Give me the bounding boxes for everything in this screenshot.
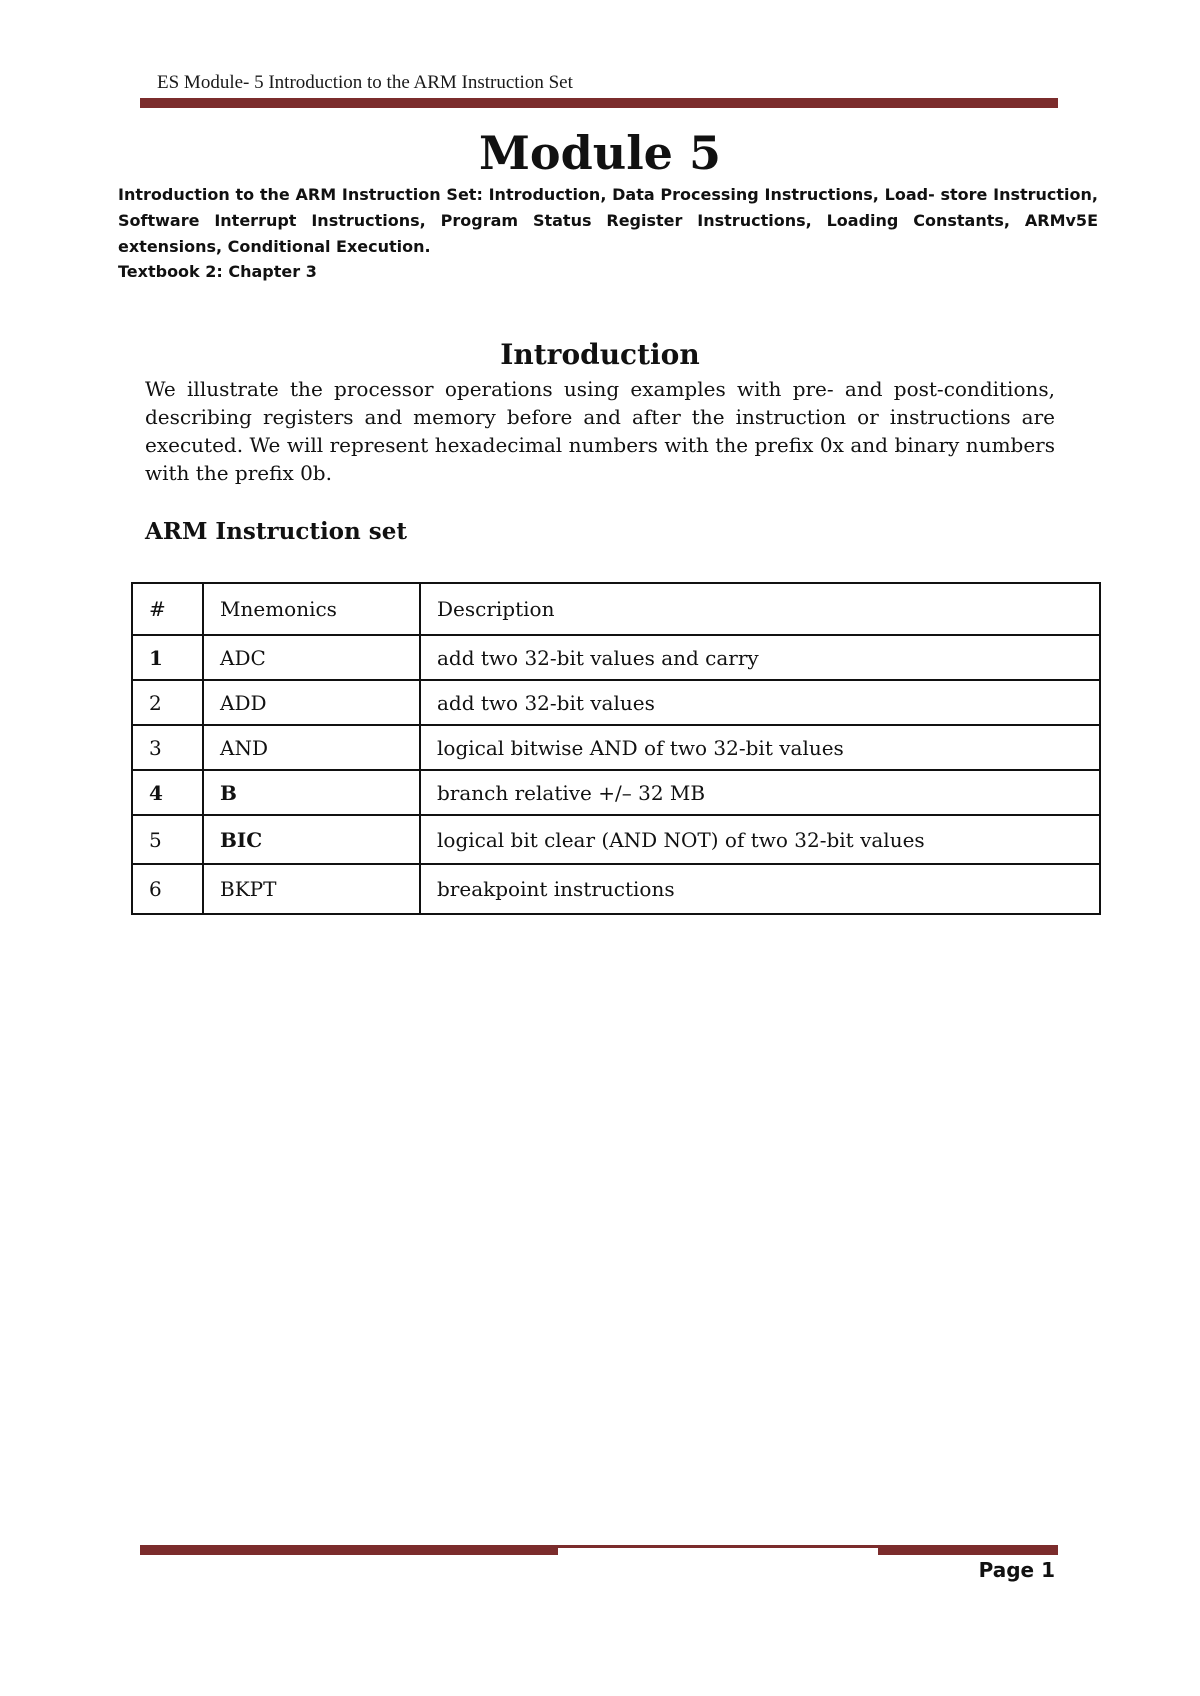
page-title: Module 5 bbox=[479, 126, 721, 180]
row-mnemonic: BIC bbox=[203, 815, 420, 864]
table-header-row bbox=[132, 583, 1100, 635]
introduction-heading: Introduction bbox=[500, 338, 700, 371]
row-description: add two 32-bit values and carry bbox=[420, 635, 1100, 680]
table-row bbox=[132, 815, 1100, 864]
instruction-set-heading: ARM Instruction set bbox=[145, 518, 407, 545]
row-mnemonic: B bbox=[203, 770, 420, 815]
row-description: add two 32-bit values bbox=[420, 680, 1100, 725]
page-number: Page 1 bbox=[978, 1558, 1055, 1582]
row-mnemonic: ADD bbox=[203, 680, 420, 725]
table-row bbox=[132, 680, 1100, 725]
row-mnemonic: BKPT bbox=[203, 864, 420, 914]
column-header-mnemonics: Mnemonics bbox=[203, 583, 420, 635]
row-number: 1 bbox=[132, 635, 203, 680]
running-header: ES Module- 5 Introduction to the ARM Instruction Set bbox=[157, 72, 573, 93]
row-description: breakpoint instructions bbox=[420, 864, 1100, 914]
footer-rule-left bbox=[140, 1545, 558, 1555]
table-row bbox=[132, 770, 1100, 815]
header-rule bbox=[140, 98, 1058, 108]
footer-rule-right bbox=[878, 1545, 1058, 1555]
row-number: 6 bbox=[132, 864, 203, 914]
table-row bbox=[132, 635, 1100, 680]
column-header-number: # bbox=[132, 583, 203, 635]
row-number: 5 bbox=[132, 815, 203, 864]
row-number: 2 bbox=[132, 680, 203, 725]
introduction-paragraph: We illustrate the processor operations using examples with pre- and post-conditions, describing registers and memory before and after the instruction or instructions are executed. We will represent hexadecimal numbers with the prefix 0x and binary numbers with the prefix 0b. bbox=[145, 377, 1055, 485]
row-description: logical bitwise AND of two 32-bit values bbox=[420, 725, 1100, 770]
syllabus-paragraph: Introduction to the ARM Instruction Set: Introduction, Data Processing Instructions, Load- store Instruction, Software Interrupt Instructions, Program Status Register Instructions, Loading Constants, ARMv5E extensions, Conditional Execution. bbox=[118, 185, 1098, 256]
footer-rule-middle bbox=[558, 1545, 878, 1548]
row-number: 3 bbox=[132, 725, 203, 770]
row-description: branch relative +/– 32 MB bbox=[420, 770, 1100, 815]
column-header-description: Description bbox=[420, 583, 1100, 635]
instruction-table bbox=[131, 582, 1101, 915]
row-mnemonic: AND bbox=[203, 725, 420, 770]
textbook-reference: Textbook 2: Chapter 3 bbox=[118, 262, 317, 281]
row-number: 4 bbox=[132, 770, 203, 815]
table-row bbox=[132, 864, 1100, 914]
row-description: logical bit clear (AND NOT) of two 32-bit values bbox=[420, 815, 1100, 864]
row-mnemonic: ADC bbox=[203, 635, 420, 680]
table-row bbox=[132, 725, 1100, 770]
